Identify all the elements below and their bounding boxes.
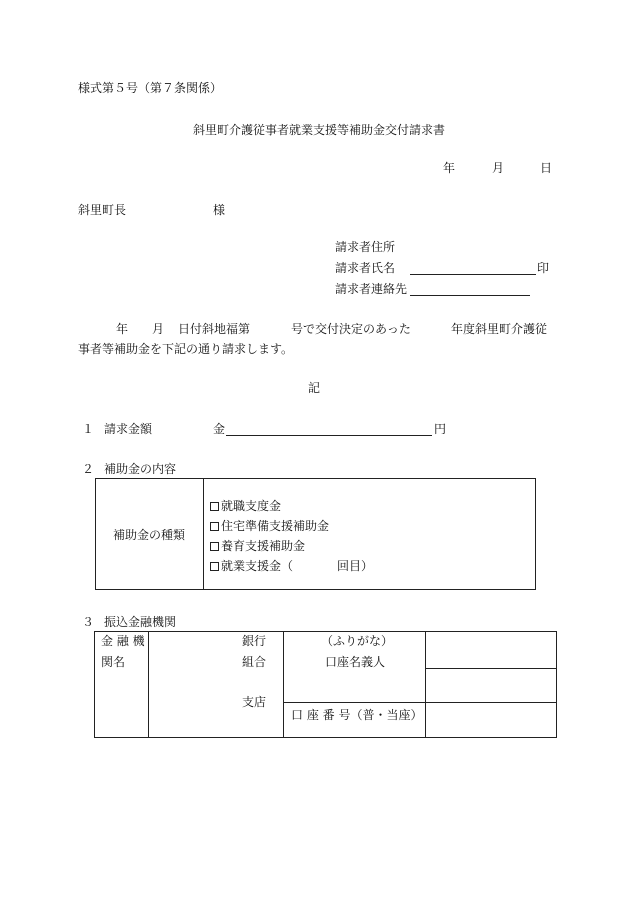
union-label: 組合 <box>242 655 267 669</box>
claimant-address-label: 請求者住所 <box>335 240 396 254</box>
section2-label: 補助金の内容 <box>104 462 177 476</box>
furigana-label: （ふりがな） <box>321 634 394 648</box>
option-shugyo-count-suffix: 回目） <box>337 559 374 573</box>
account-number-field[interactable] <box>427 704 555 736</box>
date-month: 月 <box>492 161 505 175</box>
claimant-name-field[interactable] <box>410 274 536 275</box>
institution-name-field[interactable] <box>150 650 240 690</box>
branch-label: 支店 <box>242 695 267 709</box>
furigana-field[interactable] <box>427 634 555 666</box>
section3-number: ３ <box>82 615 95 629</box>
subsidy-table-divider <box>203 478 204 590</box>
account-holder-field[interactable] <box>427 670 555 700</box>
bank-table-row2 <box>283 702 557 703</box>
option-shugyo[interactable]: 就業支援金（ <box>210 559 293 573</box>
body-dated: 日付斜地福第 <box>178 322 251 336</box>
checkbox-icon[interactable] <box>210 522 219 531</box>
option-youiku[interactable]: 養育支援補助金 <box>210 539 305 553</box>
body-fiscal: 年度斜里町介護従 <box>451 322 548 336</box>
addressee-name: 斜里町長 <box>78 203 127 217</box>
date-year: 年 <box>443 161 456 175</box>
claimant-contact-field[interactable] <box>410 295 530 296</box>
form-number: 様式第５号（第７条関係） <box>78 81 223 95</box>
body-line-2: 事者等補助金を下記の通り請求します。 <box>78 342 294 356</box>
seal-mark: 印 <box>537 261 550 275</box>
body-year: 年 <box>116 322 129 336</box>
addressee-honorific: 様 <box>213 203 226 217</box>
checkbox-icon[interactable] <box>210 502 219 511</box>
bank-label: 銀行 <box>242 634 267 648</box>
bank-table-col2 <box>283 631 284 738</box>
amount-field[interactable] <box>226 435 432 436</box>
option-jutaku[interactable]: 住宅準備支援補助金 <box>210 519 329 533</box>
section1-number: １ <box>82 422 95 436</box>
bank-table-row1 <box>425 668 557 669</box>
section3-label: 振込金融機関 <box>104 615 177 629</box>
account-holder-label: 口座名義人 <box>325 655 386 669</box>
account-number-label: 口 座 番 号（普・当座） <box>291 708 423 722</box>
body-month: 月 <box>152 322 165 336</box>
body-number: 号で交付決定のあった <box>291 322 411 336</box>
claimant-name-label: 請求者氏名 <box>335 261 396 275</box>
checkbox-icon[interactable] <box>210 562 219 571</box>
option-shushoku[interactable]: 就職支度金 <box>210 499 281 513</box>
section2-number: ２ <box>82 462 95 476</box>
bank-table-col3 <box>425 631 426 738</box>
page-title: 斜里町介護従事者就業支援等補助金交付請求書 <box>193 123 446 137</box>
date-day: 日 <box>540 161 553 175</box>
institution-label-line1: 金 融 機 <box>101 634 145 648</box>
checkbox-icon[interactable] <box>210 542 219 551</box>
amount-prefix: 金 <box>213 422 226 436</box>
amount-suffix: 円 <box>434 422 447 436</box>
section1-label: 請求金額 <box>104 422 153 436</box>
institution-label-line2: 関名 <box>101 655 126 669</box>
claimant-contact-label: 請求者連絡先 <box>335 282 408 296</box>
ki-mark: 記 <box>308 381 321 395</box>
bank-table-col1 <box>148 631 149 738</box>
subsidy-type-label: 補助金の種類 <box>113 528 186 542</box>
